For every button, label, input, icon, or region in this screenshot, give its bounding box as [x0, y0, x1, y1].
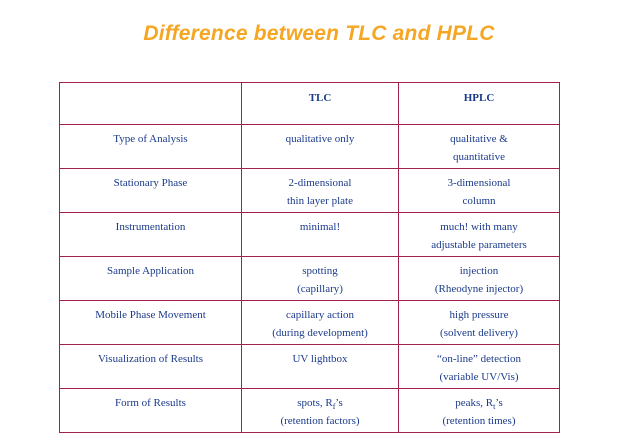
tlc-cell	[242, 389, 399, 433]
hplc-rt-suffix: ’s	[495, 397, 503, 409]
tlc-cell	[242, 169, 399, 213]
hplc-rt-line	[402, 394, 556, 412]
hplc-rt-subscript: t	[493, 402, 496, 412]
table-row	[60, 169, 560, 213]
row-label: Visualization of Results	[60, 345, 242, 389]
tlc-cell	[242, 345, 399, 389]
tlc-line: (during development)	[272, 327, 368, 339]
tlc-line: UV lightbox	[292, 353, 348, 365]
row-label: Type of Analysis	[60, 125, 242, 169]
tlc-rf-line	[245, 394, 395, 412]
tlc-rf-suffix: ’s	[335, 397, 343, 409]
tlc-line: capillary action	[285, 309, 355, 321]
row-label: Form of Results	[60, 389, 242, 433]
hplc-line: adjustable parameters	[431, 239, 527, 251]
hplc-line: (retention times)	[442, 415, 516, 427]
hplc-line: quantitative	[453, 151, 505, 163]
table-header-row	[60, 83, 560, 125]
table-row	[60, 257, 560, 301]
row-label: Instrumentation	[60, 213, 242, 257]
hplc-line: (variable UV/Vis)	[439, 371, 519, 383]
hplc-cell	[399, 301, 560, 345]
header-tlc: TLC	[242, 83, 399, 125]
tlc-cell	[242, 125, 399, 169]
tlc-rf-subscript: f	[332, 402, 336, 412]
hplc-cell	[399, 257, 560, 301]
hplc-line: (solvent delivery)	[440, 327, 518, 339]
hplc-line: 3-dimensional	[447, 177, 511, 189]
hplc-line: column	[462, 195, 496, 207]
tlc-line: (retention factors)	[280, 415, 360, 427]
hplc-cell	[399, 389, 560, 433]
tlc-line: (capillary)	[297, 283, 343, 295]
hplc-line: injection	[459, 265, 499, 277]
row-label: Sample Application	[60, 257, 242, 301]
hplc-line: high pressure	[449, 309, 509, 321]
tlc-cell	[242, 301, 399, 345]
row-label: Stationary Phase	[60, 169, 242, 213]
tlc-cell	[242, 213, 399, 257]
row-label: Mobile Phase Movement	[60, 301, 242, 345]
tlc-line: qualitative only	[285, 133, 355, 145]
tlc-line: thin layer plate	[287, 195, 353, 207]
tlc-line: minimal!	[299, 221, 341, 233]
hplc-cell	[399, 169, 560, 213]
tlc-line: 2-dimensional	[288, 177, 352, 189]
hplc-line: qualitative &	[450, 133, 508, 145]
hplc-line: much! with many	[440, 221, 518, 233]
hplc-cell	[399, 125, 560, 169]
page-title: Difference between TLC and HPLC	[143, 22, 495, 45]
header-empty-cell	[60, 83, 242, 125]
table-row	[60, 345, 560, 389]
tlc-line: spotting	[302, 265, 338, 277]
hplc-line: “on-line” detection	[437, 353, 521, 365]
tlc-rf-prefix: spots, R	[297, 397, 333, 409]
comparison-table	[59, 82, 560, 433]
table-row	[60, 213, 560, 257]
hplc-rt-prefix: peaks, R	[455, 397, 494, 409]
table-row	[60, 389, 560, 433]
table-row	[60, 301, 560, 345]
tlc-cell	[242, 257, 399, 301]
hplc-cell	[399, 345, 560, 389]
header-hplc: HPLC	[399, 83, 560, 125]
table-row	[60, 125, 560, 169]
hplc-cell	[399, 213, 560, 257]
hplc-line: (Rheodyne injector)	[434, 283, 524, 295]
